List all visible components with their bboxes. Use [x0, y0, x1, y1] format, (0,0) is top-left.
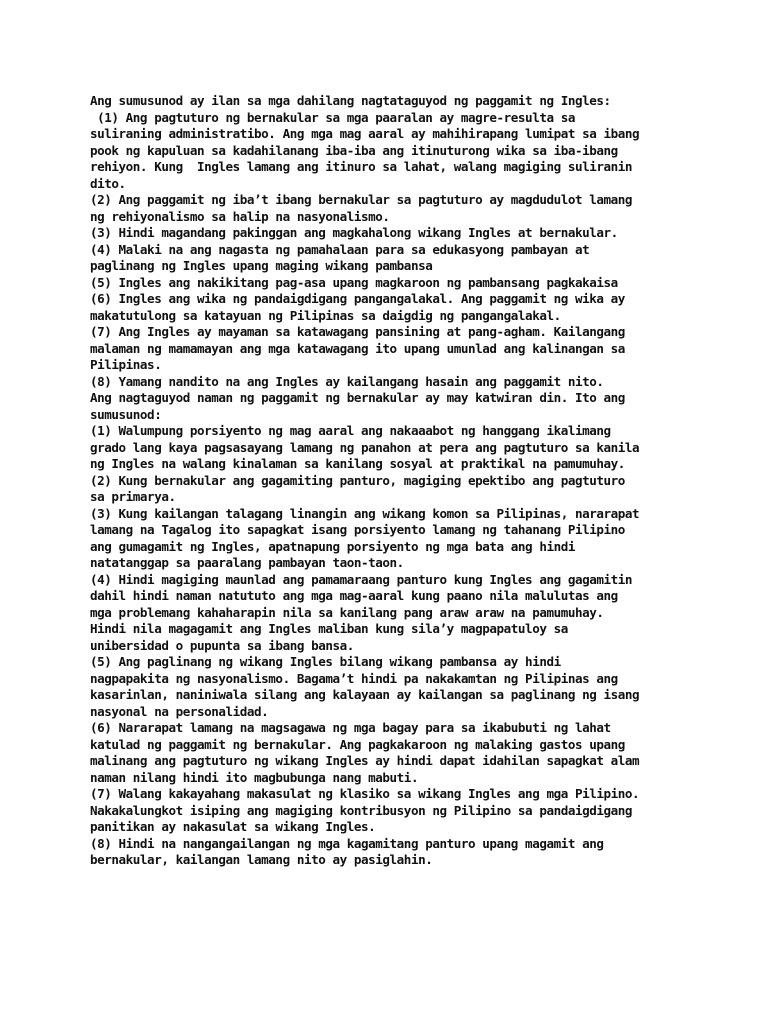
text-line: (2) Ang paggamit ng iba’t ibang bernakular sa pagtuturo ay magdudulot lamang — [90, 192, 633, 207]
text-line: (8) Yamang nandito na ang Ingles ay kailangang hasain ang paggamit nito. — [90, 373, 604, 389]
text-line: pook ng kapuluan sa kadahilanang iba-iba ang itinuturong wika sa iba-ibang — [90, 142, 618, 158]
text-line: unibersidad o pupunta sa ibang bansa. — [90, 637, 354, 653]
text-line: ng rehiyonalismo sa halip na nasyonalismo. — [90, 208, 390, 224]
text-line: Pilipinas. — [90, 357, 162, 372]
document-body — [90, 93, 690, 869]
text-line: malaman ng mamamayan ang mga katawagang ito upang umunlad ang kalinangan sa — [90, 340, 625, 356]
text-line: nasyonal na personalidad. — [90, 703, 269, 719]
text-line: (6) Nararapat lamang na magsagawa ng mga bagay para sa ikabubuti ng lahat — [90, 720, 611, 735]
text-line: (8) Hindi na nangangailangan ng mga kagamitang panturo upang magamit ang — [90, 835, 604, 851]
text-line: (7) Walang kakayahang makasulat ng klasiko sa wikang Ingles ang mga Pilipino. — [90, 786, 640, 801]
text-line: lamang na Tagalog ito sapagkat isang porsiyento lamang ng tahanang Pilipino — [90, 522, 625, 537]
text-line: mga problemang kahaharapin nila sa kanilang pang araw araw na pamumuhay. — [90, 604, 604, 620]
text-line: ng Ingles na walang kinalaman sa kanilang sosyal at praktikal na pamumuhay. — [90, 456, 625, 471]
text-line: naman nilang hindi ito magbubunga nang mabuti. — [90, 769, 419, 785]
text-line: dahil hindi naman natututo ang mga mag-aaral kung paano nila malulutas ang — [90, 588, 618, 603]
text-line: (1) Ang pagtuturo ng bernakular sa mga paaralan ay magre-resulta sa — [90, 109, 575, 125]
text-line: (7) Ang Ingles ay mayaman sa katawagang pansining at pang-agham. Kailangang — [90, 324, 625, 339]
text-line: (4) Hindi magiging maunlad ang pamamaraang panturo kung Ingles ang gagamitin — [90, 571, 633, 587]
text-line: sumusunod: — [90, 406, 162, 422]
text-line: (6) Ingles ang wika ng pandaigdigang pangangalakal. Ang paggamit ng wika ay — [90, 291, 625, 306]
text-line: panitikan ay nakasulat sa wikang Ingles. — [90, 819, 376, 834]
text-line: makatutulong sa katayuan ng Pilipinas sa daigdig ng pangangalakal. — [90, 307, 561, 323]
text-line: Nakakalungkot isiping ang magiging kontribusyon ng Pilipino sa pandaigdigang — [90, 802, 633, 818]
text-line: (5) Ang paglinang ng wikang Ingles bilang wikang pambansa ay hindi — [90, 654, 561, 669]
text-line: Ang sumusunod ay ilan sa mga dahilang nagtataguyod ng paggamit ng Ingles: — [90, 93, 611, 108]
text-line: rehiyon. Kung Ingles lamang ang itinuro sa lahat, walang magiging suliranin — [90, 159, 633, 174]
text-line: natatanggap sa paaralang pambayan taon-taon. — [90, 555, 404, 570]
text-line: katulad ng paggamit ng bernakular. Ang pagkakaroon ng malaking gastos upang — [90, 736, 625, 752]
text-line: malinang ang pagtuturo ng wikang Ingles ay hindi dapat idahilan sapagkat alam — [90, 753, 640, 768]
text-line: (4) Malaki na ang nagasta ng pamahalaan para sa edukasyong pambayan at — [90, 241, 590, 257]
text-line: (3) Hindi magandang pakinggan ang magkahalong wikang Ingles at bernakular. — [90, 225, 618, 240]
text-line: (1) Walumpung porsiyento ng mag aaral ang nakaaabot ng hanggang ikalimang — [90, 423, 611, 438]
text-line: Hindi nila magagamit ang Ingles maliban kung sila’y magpapatuloy sa — [90, 621, 568, 636]
text-line: grado lang kaya pagsasayang lamang ng panahon at pera ang pagtuturo sa kanila — [90, 439, 640, 455]
text-line: suliraning administratibo. Ang mga mag aaral ay mahihirapang lumipat sa ibang — [90, 126, 640, 141]
text-line: (2) Kung bernakular ang gagamiting panturo, magiging epektibo ang pagtuturo — [90, 472, 625, 488]
text-line: dito. — [90, 175, 126, 191]
text-line: Ang nagtaguyod naman ng paggamit ng bernakular ay may katwiran din. Ito ang — [90, 390, 625, 405]
text-line: (3) Kung kailangan talagang linangin ang wikang komon sa Pilipinas, nararapat — [90, 505, 640, 521]
text-line: nagpapakita ng nasyonalismo. Bagama’t hindi pa nakakamtan ng Pilipinas ang — [90, 670, 618, 686]
text-line: kasarinlan, naniniwala silang ang kalayaan ay kailangan sa paglinang ng isang — [90, 687, 640, 702]
text-line: ang gumagamit ng Ingles, apatnapung porsiyento ng mga bata ang hindi — [90, 538, 575, 554]
text-line: paglinang ng Ingles upang maging wikang pambansa — [90, 258, 433, 273]
text-line: sa primarya. — [90, 489, 176, 504]
text-line: bernakular, kailangan lamang nito ay pasiglahin. — [90, 852, 433, 867]
text-line: (5) Ingles ang nakikitang pag-asa upang magkaroon ng pambansang pagkakaisa — [90, 274, 618, 290]
